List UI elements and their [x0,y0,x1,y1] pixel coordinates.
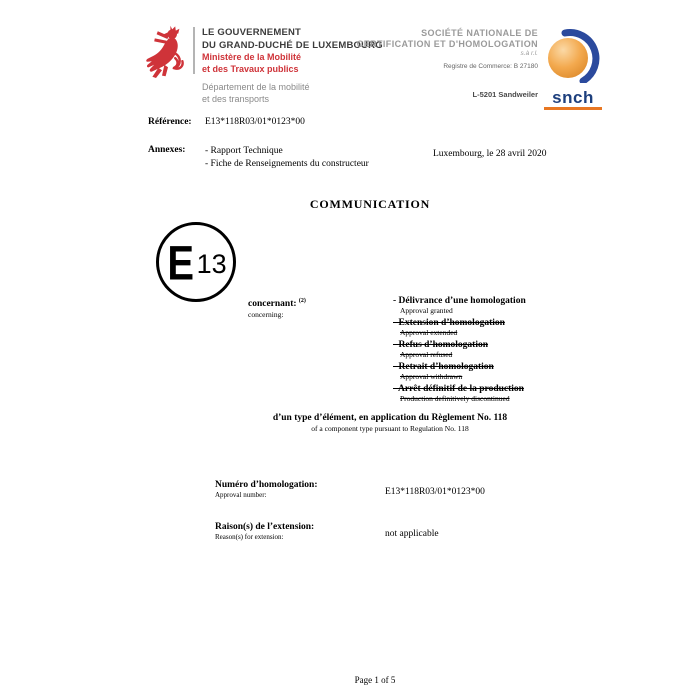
extension-reason-label-fr: Raison(s) de l’extension: [215,522,315,532]
annexes-label: Annexes: [148,145,186,155]
snch-sphere-icon [544,29,602,83]
e-mark-number: 13 [196,249,227,279]
government-name-line2: DU GRAND-DUCHÉ DE LUXEMBOURG [202,39,383,51]
snch-wordmark: snch [552,88,594,107]
option-label-fr: - Retrait d’homologation [393,362,494,372]
ministry-line1: Ministère de la Mobilité [202,52,302,62]
header-divider [193,27,195,74]
department-line1: Département de la mobilité [202,82,310,92]
approval-number-label [215,480,317,499]
option-approval-withdrawn [393,362,526,382]
snch-logo [544,29,602,110]
snch-name-line2: CERTIFICATION ET D'HOMOLOGATION [356,38,538,49]
extension-reason-value: not applicable [385,529,439,539]
extension-reason-label [215,522,314,541]
ministry-line2: et des Travaux publics [202,63,299,74]
government-name-line1: LE GOUVERNEMENT [202,27,302,38]
subject-en: of a component type pursuant to Regulation No. 118 [311,424,469,433]
reference-label: Référence: [148,117,192,127]
e13-approval-mark [156,222,236,302]
option-approval-granted [393,296,526,316]
approval-number-label-fr: Numéro d’homologation: [215,480,318,490]
e-mark-letter: E [167,234,195,290]
option-label-fr: - Refus d’homologation [393,340,489,350]
department-line2: et des transports [202,93,270,104]
concerning-label-fr: concernant: [248,299,297,310]
concerning-label-en: concerning: [248,310,284,320]
option-label-en: Approval extended [400,328,458,337]
footnote-reference: (2) [298,298,306,304]
document-title: COMMUNICATION [309,197,431,211]
option-label-en: Approval refused [400,350,453,359]
option-label-fr: - Arrêt définitif de la production [393,384,524,394]
snch-legal-form: s.à r.l. [520,50,538,57]
option-label-en: Approval withdrawn [400,372,463,381]
option-label-en: Production definitively discontinued [400,394,510,403]
annex-item: - Rapport Technique [205,146,283,156]
option-label-fr: - Délivrance d’une homologation [393,296,526,306]
extension-reason-label-en: Reason(s) for extension: [215,533,284,541]
subject-line [240,413,540,433]
option-approval-refused [393,340,526,360]
snch-header [350,28,538,70]
snch-address: L-5201 Sandweiler [472,90,538,99]
annex-item: - Fiche de Renseignements du constructeur [205,159,369,169]
option-approval-extended [393,318,526,338]
option-label-fr: - Extension d’homologation [393,318,505,328]
approval-number-value: E13*118R03/01*0123*00 [385,487,485,497]
snch-registry: Registre de Commerce: B 27180 [443,63,538,70]
approval-number-label-en: Approval number: [215,491,267,499]
subject-fr: d’un type d’élément, en application du Règlement No. 118 [272,413,508,423]
approval-options-list [393,296,526,406]
dateline: Luxembourg, le 28 avril 2020 [433,149,547,159]
annexes-list [205,145,369,171]
page-indicator: Page 1 of 5 [354,675,396,685]
luxembourg-lion-icon [144,24,186,89]
snch-name-line1: SOCIÉTÉ NATIONALE DE [421,28,538,38]
option-production-discontinued [393,384,526,404]
concerning-block [248,298,306,319]
option-label-en: Approval granted [400,306,453,315]
snch-orange-rule [544,107,602,110]
reference-value: E13*118R03/01*0123*00 [205,117,305,127]
